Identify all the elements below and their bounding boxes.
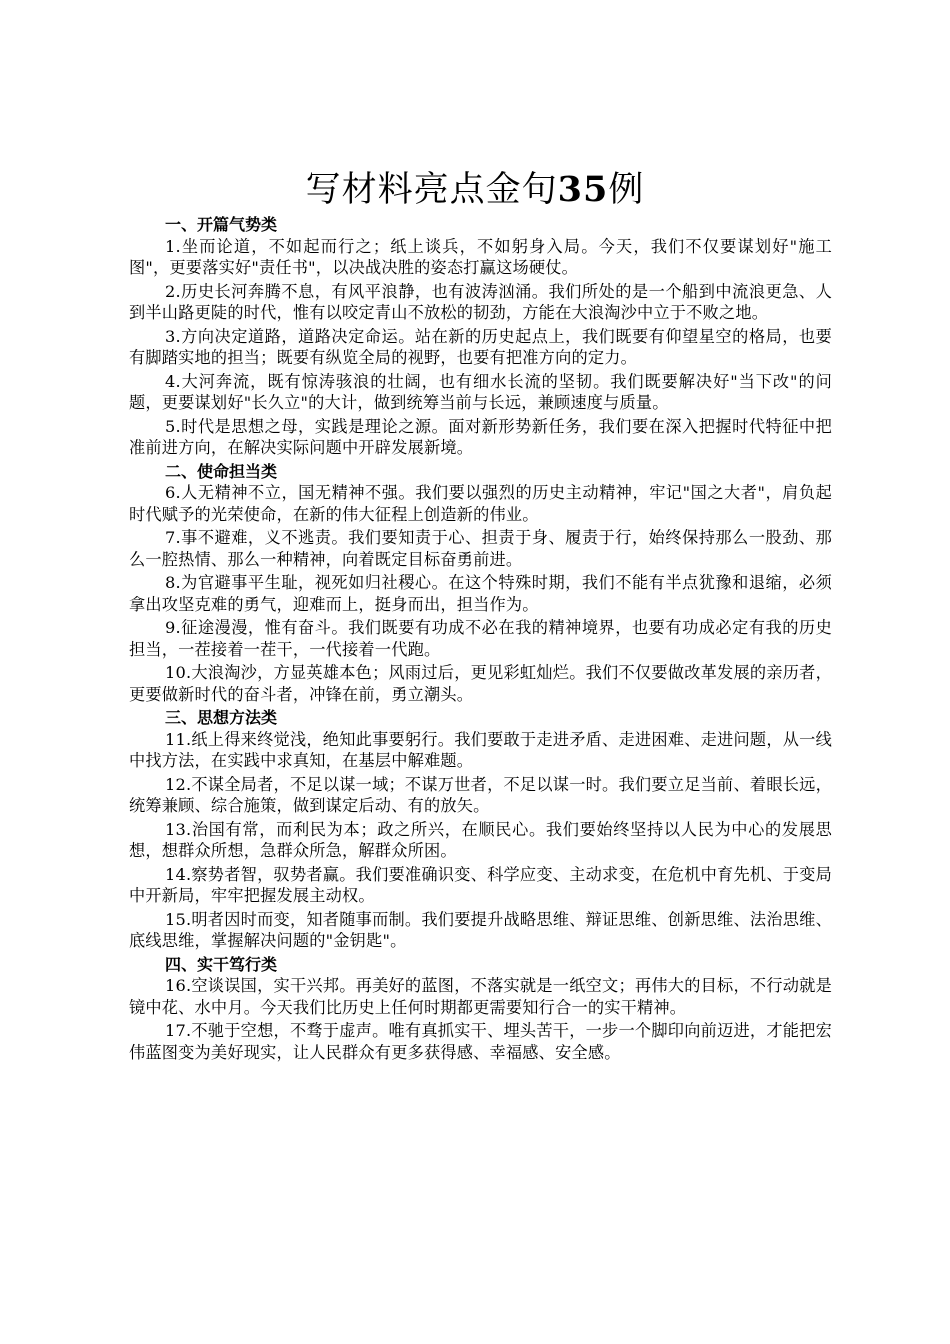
title-prefix: 写材料亮点金句 — [305, 170, 558, 210]
paragraph: 11.纸上得来终觉浅，绝知此事要躬行。我们要敢于走进矛盾、走进困难、走进问题，从一线中找方法，在实践中求真知，在基层中解难题。 — [129, 729, 832, 770]
section-heading: 一、开篇气势类 — [165, 215, 278, 234]
paragraph: 2.历史长河奔腾不息，有风平浪静，也有波涛汹涌。我们所处的是一个船到中流浪更急、人到半山路更陡的时代，惟有以咬定青山不放松的韧劲，方能在大浪淘沙中立于不败之地。 — [129, 281, 832, 322]
paragraph: 4.大河奔流，既有惊涛骇浪的壮阔，也有细水长流的坚韧。我们既要解决好"当下改"的问题，更要谋划好"长久立"的大计，做到统筹当前与长远，兼顾速度与质量。 — [129, 371, 832, 412]
paragraph: 17.不驰于空想，不骛于虚声。唯有真抓实干、埋头苦干，一步一个脚印向前迈进，才能把宏伟蓝图变为美好现实，让人民群众有更多获得感、幸福感、安全感。 — [129, 1021, 832, 1062]
paragraph: 8.为官避事平生耻，视死如归社稷心。在这个特殊时期，我们不能有半点犹豫和退缩，必须拿出攻坚克难的勇气，迎难而上，挺身而出，担当作为。 — [129, 573, 832, 614]
section-heading: 三、思想方法类 — [165, 708, 278, 727]
paragraph: 12.不谋全局者，不足以谋一域；不谋万世者，不足以谋一时。我们要立足当前、着眼长远，统筹兼顾、综合施策，做到谋定后动、有的放矢。 — [129, 774, 832, 815]
document-body — [129, 214, 832, 1065]
section-heading: 二、使命担当类 — [165, 461, 278, 481]
paragraph: 16.空谈误国，实干兴邦。再美好的蓝图，不落实就是一纸空文；再伟大的目标，不行动就是镜中花、水中月。今天我们比历史上任何时期都更需要知行合一的实干精神。 — [129, 976, 832, 1017]
paragraph: 13.治国有常，而利民为本；政之所兴，在顺民心。我们要始终坚持以人民为中心的发展思想，想群众所想，急群众所急，解群众所困。 — [129, 819, 832, 860]
title-suffix: 例 — [608, 170, 645, 210]
paragraph: 3.方向决定道路，道路决定命运。站在新的历史起点上，我们既要有仰望星空的格局，也要有脚踏实地的担当；既要有纵览全局的视野，也要有把准方向的定力。 — [129, 326, 832, 367]
paragraph: 14.察势者智，驭势者赢。我们要准确识变、科学应变、主动求变，在危机中育先机、于变局中开新局，牢牢把握发展主动权。 — [129, 864, 832, 905]
paragraph: 15.明者因时而变，知者随事而制。我们要提升战略思维、辩证思维、创新思维、法治思维、底线思维，掌握解决问题的"金钥匙"。 — [129, 909, 832, 950]
paragraph: 10.大浪淘沙，方显英雄本色；风雨过后，更见彩虹灿烂。我们不仅要做改革发展的亲历者，更要做新时代的奋斗者，冲锋在前，勇立潮头。 — [129, 663, 832, 704]
document-title — [0, 168, 950, 212]
title-number: 35 — [557, 169, 609, 210]
paragraph: 9.征途漫漫，惟有奋斗。我们既要有功成不必在我的精神境界，也要有功成必定有我的历史担当，一茬接着一茬干，一代接着一代跑。 — [129, 618, 832, 659]
section-heading: 四、实干笃行类 — [165, 954, 278, 974]
paragraph: 1.坐而论道，不如起而行之；纸上谈兵，不如躬身入局。今天，我们不仅要谋划好"施工图"，更要落实好"责任书"，以决战决胜的姿态打赢这场硬仗。 — [129, 236, 832, 277]
paragraph: 6.人无精神不立，国无精神不强。我们要以强烈的历史主动精神，牢记"国之大者"，肩负起时代赋予的光荣使命，在新的伟大征程上创造新的伟业。 — [129, 483, 832, 524]
paragraph: 5.时代是思想之母，实践是理论之源。面对新形势新任务，我们要在深入把握时代特征中把准前进方向，在解决实际问题中开辟发展新境。 — [129, 416, 832, 457]
paragraph: 7.事不避难，义不逃责。我们要知责于心、担责于身、履责于行，始终保持那么一股劲、那么一腔热情、那么一种精神，向着既定目标奋勇前进。 — [129, 528, 832, 569]
